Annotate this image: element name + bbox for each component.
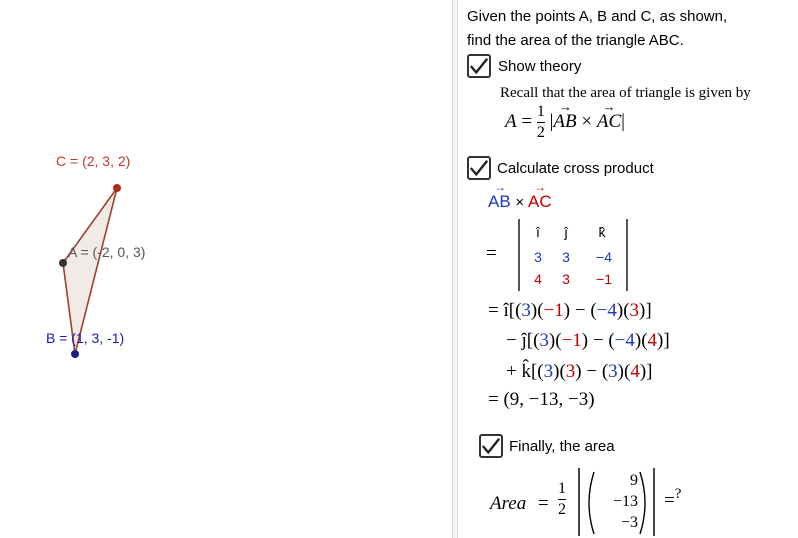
view-divider[interactable] (452, 0, 458, 538)
cross-product-label[interactable]: Calculate cross product (497, 160, 654, 177)
det-header-k: k̂ (598, 224, 606, 240)
point-b-label: B = (1, 3, -1) (46, 330, 125, 346)
checkmark-icon (481, 436, 501, 456)
final-area-label[interactable]: Finally, the area (509, 438, 615, 455)
norm-right-bar (653, 468, 655, 536)
cross-result: = (9, −13, −3) (488, 389, 595, 410)
area-vector-x: 9 (630, 472, 638, 489)
cross-product-checkbox[interactable] (467, 156, 491, 180)
det-r1c1: 3 (534, 249, 542, 265)
expansion-line-k: + k̂[(3)(3) − (3)(4)] (506, 361, 653, 382)
area-eq-unknown: =? (664, 486, 682, 511)
area-half: $\frac{1}{2}$ (558, 480, 566, 518)
checkmark-icon (469, 158, 489, 178)
area-formula: A = $\frac{1}{2}$ |AB → × AC → | (505, 98, 625, 141)
area-vector (596, 470, 638, 533)
theory-text: Recall that the area of triangle is given by (500, 85, 751, 101)
expansion-line-j: − ĵ[(3)(−1) − (−4)(4)] (506, 330, 670, 351)
show-theory-checkbox[interactable] (467, 54, 491, 78)
show-theory-label[interactable]: Show theory (498, 58, 582, 75)
point-c-label: C = (2, 3, 2) (56, 153, 131, 169)
area-vector-y: −13 (612, 493, 638, 510)
point-b[interactable] (71, 350, 79, 358)
det-header-j: ĵ (564, 224, 568, 240)
point-a[interactable] (59, 259, 67, 267)
point-c[interactable] (113, 184, 121, 192)
cross-heading: AB → × AC → (488, 180, 552, 211)
det-right-bar (626, 219, 628, 291)
area-word: Area (490, 493, 527, 514)
det-r1c2: 3 (562, 249, 570, 265)
prompt-line-2: find the area of the triangle ABC. (467, 32, 684, 49)
det-equals: = (486, 243, 497, 264)
area-vector-z: −3 (620, 514, 638, 531)
det-r1c3: −4 (596, 249, 612, 265)
point-a-label: A = (-2, 0, 3) (68, 244, 146, 260)
det-r2c3: −1 (596, 271, 612, 287)
final-area-checkbox[interactable] (479, 434, 503, 458)
det-left-bar (518, 219, 520, 291)
expansion-line-i: = î[(3)(−1) − (−4)(3)] (488, 300, 652, 321)
area-equals: = (538, 493, 549, 514)
det-r2c1: 4 (534, 271, 542, 287)
checkmark-icon (469, 56, 489, 76)
unknown-mark: ? (674, 486, 682, 502)
det-r2c2: 3 (562, 271, 570, 287)
det-header-i: î (536, 224, 540, 240)
norm-left-bar (578, 468, 580, 536)
prompt-line-1: Given the points A, B and C, as shown, (467, 8, 728, 25)
